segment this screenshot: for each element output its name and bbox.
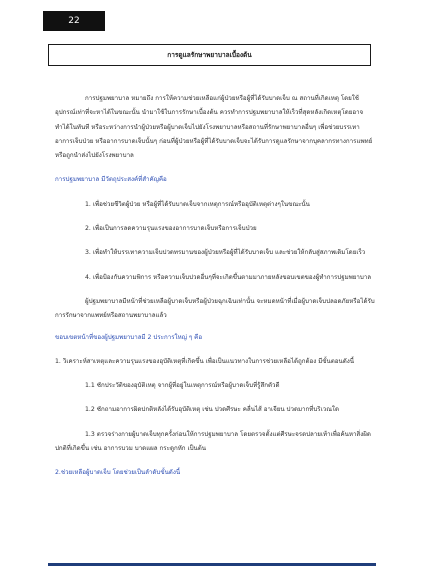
document-body [55, 92, 377, 481]
scope-subitem-1-2: 1.2 ซักถามอาการผิดปกติหลังได้รับอุบัติเหตุ เช่น ปวดศีรษะ คลื่นไส้ อาเจียน ปวดมากที่บริเวณใด [85, 406, 339, 414]
objective-item-3: 3. เพื่อทำให้บรรเทาความเจ็บปวดทรมานของผู้ป่วยหรือผู้ที่ได้รับบาดเจ็บ และช่วยให้กลับสู่สภาพเดิมโดยเร็ว [85, 249, 366, 257]
objective-item-1: 1. เพื่อช่วยชีวิตผู้ป่วย หรือผู้ที่ได้รับบาดเจ็บจากเหตุการณ์หรืออุบัติเหตุต่างๆในขณะนั้น [85, 200, 310, 208]
scope-subitem-1-1: 1.1 ซักประวัติของอุบัติเหตุ จากผู้ที่อยู่ในเหตุการณ์หรือผู้บาดเจ็บที่รู้สึกตัวดี [85, 382, 280, 390]
objectives-heading: การปฐมพยาบาล มีวัตถุประสงค์ที่สำคัญคือ [55, 176, 167, 184]
role-paragraph: ผู้ปฐมพยาบาลมีหน้าที่ช่วยเหลือผู้บาดเจ็บหรือผู้ป่วยฉุกเฉินเท่านั้น จะหมดหน้าที่เมื่อผู้บาดเจ็บปลอดภัยหรือได้รับการรักษาจากแพทย์หรือสถานพยาบาลแล้ว [55, 297, 375, 320]
document-title: การดูแลรักษาพยาบาลเบื้องต้น [48, 44, 371, 66]
intro-paragraph: การปฐมพยาบาล หมายถึง การให้ความช่วยเหลือแก่ผู้ป่วยหรือผู้ที่ได้รับบาดเจ็บ ณ สถานที่เกิดเหตุ โดยใช้อุปกรณ์เท่าที่จะหาได้ในขณะนั้น นำมาใช้ในการรักษาเบื้องต้น ควรทำการปฐมพยาบาลให้เร็วที่สุดหลังเกิดเหตุโดยอาจทำได้ในทันที หรือระหว่างการนำผู้ป่วยหรือผู้บาดเจ็บไปยังโรงพยาบาลหรือสถานที่รักษาพยาบาลอื่นๆ เพื่อช่วยบรรเทาอาการเจ็บป่วย หรืออาการบาดเจ็บนั้นๆ ก่อนที่ผู้ป่วยหรือผู้ที่ได้รับบาดเจ็บจะได้รับการดูแลรักษาจากบุคลากรทางการแพทย์ หรือถูกนำส่งไปยังโรงพยาบาล [55, 95, 373, 160]
scope-item-1: 1. วิเคราะห์สาเหตุและความรุนแรงของอุบัติเหตุที่เกิดขึ้น เพื่อเป็นแนวทางในการช่วยเหลือได้ถูกต้อง มีขั้นตอนดังนี้ [55, 357, 355, 365]
objective-item-4: 4. เพื่อป้องกันความพิการ หรือความเจ็บปวดอื่นๆที่จะเกิดขึ้นตามมาภายหลังขอบเขตของผู้ทำการปฐมพยาบาล [85, 273, 372, 281]
scope-heading: ขอบเขตหน้าที่ของผู้ปฐมพยาบาลมี 2 ประการใหญ่ ๆ คือ [55, 333, 203, 341]
page-number: 22 [43, 11, 105, 31]
objective-item-2: 2. เพื่อเป็นการลดความรุนแรงของอาการบาดเจ็บหรือการเจ็บป่วย [85, 225, 257, 233]
scope-item-2-heading: 2.ช่วยเหลือผู้บาดเจ็บ โดยช่วยเป็นลำดับขั้นดังนี้ [55, 469, 181, 477]
footer-rule [48, 563, 376, 566]
scope-subitem-1-3: 1.3 ตรวจร่างกายผู้บาดเจ็บทุกครั้งก่อนให้การปฐมพยาบาล โดยตรวจตั้งแต่ศีรษะจรดปลายเท้าเพื่อค้นหาสิ่งผิดปกติที่เกิดขึ้น เช่น อาการบวม บาดแผล กระดูกหัก เป็นต้น [55, 430, 371, 453]
